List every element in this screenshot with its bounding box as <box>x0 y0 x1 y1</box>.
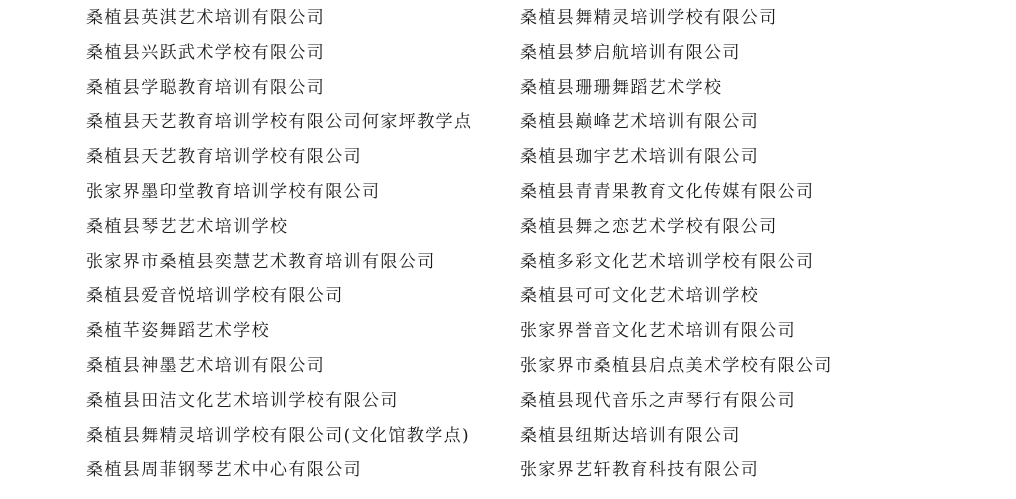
company-name: 桑植县青青果教育文化传媒有限公司 <box>520 181 815 202</box>
company-name: 桑植县爱音悦培训学校有限公司 <box>86 286 344 307</box>
company-name: 桑植县舞精灵培训学校有限公司 <box>520 8 778 28</box>
company-name: 桑植县珈宇艺术培训有限公司 <box>520 147 760 168</box>
company-name: 桑植县现代音乐之声琴行有限公司 <box>520 390 796 411</box>
company-name: 桑植县天艺教育培训学校有限公司 <box>86 147 362 168</box>
company-name: 桑植县琴艺艺术培训学校 <box>86 216 289 237</box>
company-name: 桑植县学聪教育培训有限公司 <box>86 77 326 98</box>
company-name: 桑植县舞精灵培训学校有限公司(文化馆教学点) <box>86 425 471 446</box>
company-name: 桑植多彩文化艺术培训学校有限公司 <box>520 251 815 272</box>
company-name: 桑植县珊珊舞蹈艺术学校 <box>520 77 723 98</box>
company-name: 桑植县英淇艺术培训有限公司 <box>86 8 326 28</box>
company-name: 桑植县周菲钢琴艺术中心有限公司 <box>86 460 362 481</box>
company-name: 桑植县天艺教育培训学校有限公司何家坪教学点 <box>86 112 473 133</box>
company-name: 桑植县田洁文化艺术培训学校有限公司 <box>86 390 399 411</box>
right-company-column <box>520 1 833 488</box>
company-name: 桑植县可可文化艺术培训学校 <box>520 286 760 307</box>
company-name: 张家界艺轩教育科技有限公司 <box>520 460 760 481</box>
company-name: 桑植县纽斯达培训有限公司 <box>520 425 741 446</box>
company-name: 桑植县巅峰艺术培训有限公司 <box>520 112 760 133</box>
company-name: 张家界市桑植县启点美术学校有限公司 <box>520 355 833 376</box>
left-company-column <box>86 1 472 488</box>
company-name: 张家界市桑植县奕慧艺术教育培训有限公司 <box>86 251 436 272</box>
company-name: 桑植县舞之恋艺术学校有限公司 <box>520 216 778 237</box>
company-name: 桑植县兴跃武术学校有限公司 <box>86 42 326 63</box>
company-name: 桑植芊姿舞蹈艺术学校 <box>86 321 270 342</box>
company-name: 桑植县神墨艺术培训有限公司 <box>86 355 326 376</box>
company-name: 桑植县梦启航培训有限公司 <box>520 42 741 63</box>
company-name: 张家界誉音文化艺术培训有限公司 <box>520 321 796 342</box>
company-name: 张家界墨印堂教育培训学校有限公司 <box>86 181 381 202</box>
